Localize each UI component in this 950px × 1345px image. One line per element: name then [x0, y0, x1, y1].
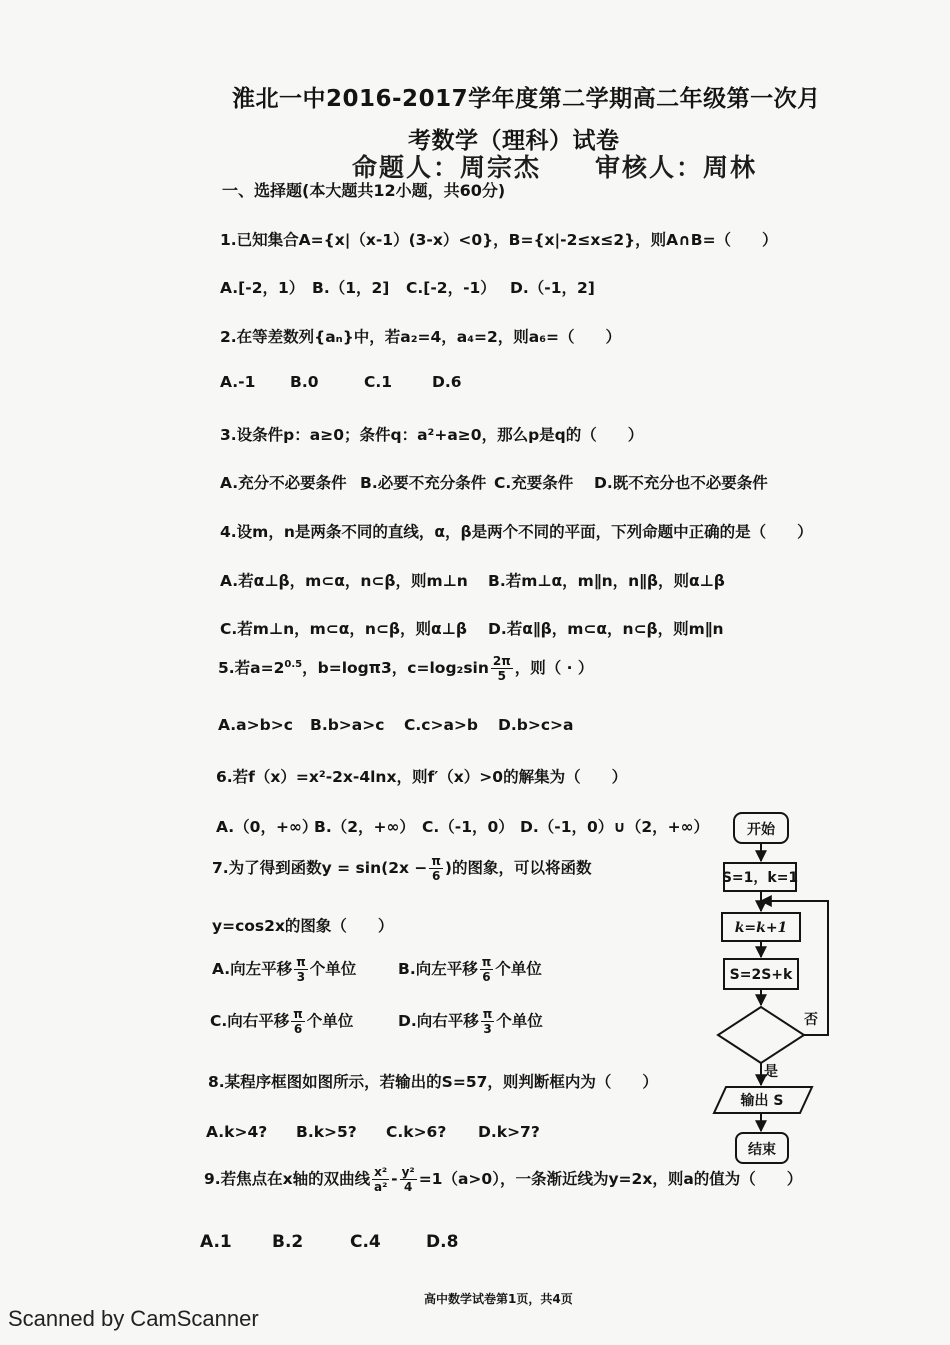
q7-fraction	[429, 855, 443, 882]
question-4: 4.设m，n是两条不同的直线，α，β是两个不同的平面，下列命题中正确的是（ ）	[220, 523, 813, 541]
q7-frac-numerator: π	[431, 854, 441, 868]
q7-prefix: 7.为了得到函数y = sin(2x −	[212, 859, 428, 877]
q7a-num: π	[296, 955, 306, 969]
flow-output-text: 输出 S	[740, 1093, 784, 1109]
q6-option-a: A.（0，+∞）	[216, 818, 318, 836]
q7d-den: 3	[483, 1022, 492, 1036]
q7-suffix: )的图象，可以将函数	[444, 859, 592, 877]
q5-prefix: 5.若a=2	[218, 659, 285, 677]
q7d-num: π	[482, 1007, 493, 1021]
q7a-fraction	[294, 956, 308, 983]
q7a-prefix: A.向左平移	[212, 960, 293, 978]
q5-middle: ，b=logπ3，c=log₂sin	[302, 659, 489, 677]
question-3: 3.设条件p：a≥0；条件q：a²+a≥0，那么p是q的（ ）	[220, 426, 644, 444]
q9-frac1-den: a²	[373, 1180, 388, 1194]
q4-option-c: C.若m⊥n，m⊂α，n⊂β，则α⊥β	[220, 620, 467, 638]
q7d-prefix: D.向右平移	[398, 1012, 479, 1030]
q9-prefix: 9.若焦点在x轴的双曲线	[204, 1170, 371, 1188]
question-2: 2.在等差数列{aₙ}中，若a₂=4，a₄=2，则a₆=（ ）	[220, 328, 622, 346]
q7-option-a	[212, 956, 356, 983]
q7c-fraction	[291, 1008, 305, 1035]
q1-option-c: C.[-2，-1）	[406, 279, 496, 297]
scanner-watermark: Scanned by CamScanner	[8, 1306, 259, 1331]
q9-option-b: B.2	[272, 1232, 304, 1252]
q6-option-c: C.（-1，0）	[422, 818, 514, 836]
q9-minus: -	[391, 1170, 398, 1188]
q5-option-d: D.b>c>a	[498, 716, 574, 734]
q4-option-d: D.若α∥β，m⊂α，n⊂β，则m∥n	[488, 620, 724, 638]
question-1: 1.已知集合A={x|（x-1）(3-x）<0}，B={x|-2≤x≤2}，则A∩B=（ ）	[220, 231, 778, 249]
q7c-prefix: C.向右平移	[210, 1012, 290, 1030]
q8-option-b: B.k>5?	[296, 1123, 357, 1141]
flow-init-text: S=1，k=1	[721, 870, 799, 886]
q9-frac2-num: y²	[401, 1165, 415, 1179]
q9-frac2-den: 4	[403, 1180, 413, 1194]
q6-option-b: B.（2，+∞）	[314, 818, 415, 836]
q7a-suffix: 个单位	[309, 960, 357, 978]
question-6: 6.若f（x）=x²-2x-4lnx，则f′（x）>0的解集为（ ）	[216, 768, 628, 786]
question-8: 8.某程序框图如图所示，若输出的S=57，则判断框内为（ ）	[208, 1073, 658, 1091]
q5-exponent: 0.5	[284, 658, 303, 670]
q3-option-a: A.充分不必要条件	[220, 474, 347, 492]
exam-title-line1: 淮北一中2016-2017学年度第二学期高二年级第一次月	[232, 86, 821, 112]
q7b-fraction	[480, 956, 494, 983]
q3-option-b: B.必要不充分条件	[360, 474, 487, 492]
q4-option-a: A.若α⊥β，m⊂α，n⊂β，则m⊥n	[220, 572, 468, 590]
page-footer: 高中数学试卷第1页，共4页	[424, 1292, 573, 1306]
flow-step1-text: k=k+1	[734, 920, 788, 936]
q5-fraction	[491, 655, 513, 682]
q5-option-a: A.a>b>c	[218, 716, 293, 734]
q1-option-a: A.[-2，1）	[220, 279, 305, 297]
q7b-den: 6	[482, 970, 491, 984]
exam-title-line2: 考数学（理科）试卷	[408, 128, 620, 154]
q4-option-b: B.若m⊥α，m∥n，n∥β，则α⊥β	[488, 572, 725, 590]
question-7-line2: y=cos2x的图象（ ）	[212, 917, 394, 935]
program-flowchart	[700, 805, 850, 1175]
q6-option-d: D.（-1，0）∪（2，+∞）	[520, 818, 710, 836]
q7-frac-denominator: 6	[431, 869, 441, 883]
q8-option-d: D.k>7?	[478, 1123, 540, 1141]
q2-option-b: B.0	[290, 373, 319, 391]
q8-option-a: A.k>4?	[206, 1123, 268, 1141]
q7-option-d	[398, 1008, 543, 1035]
q7d-suffix: 个单位	[496, 1012, 543, 1030]
q1-option-d: D.（-1，2]	[510, 279, 595, 297]
q9-option-d: D.8	[426, 1232, 459, 1252]
q7c-num: π	[293, 1007, 303, 1021]
q7b-suffix: 个单位	[495, 960, 542, 978]
q7d-fraction	[481, 1008, 495, 1035]
q7c-suffix: 个单位	[306, 1012, 354, 1030]
q3-option-d: D.既不充分也不必要条件	[594, 474, 768, 492]
q5-option-b: B.b>a>c	[310, 716, 385, 734]
flow-start-text: 开始	[747, 822, 775, 838]
author-handwriting: 命题人：周宗杰 审核人：周林	[352, 153, 758, 182]
q9-option-a: A.1	[200, 1232, 232, 1252]
q7b-num: π	[481, 955, 492, 969]
q9-option-c: C.4	[350, 1232, 381, 1252]
flow-end-text: 结束	[748, 1142, 776, 1158]
flow-decision-diamond	[718, 1007, 804, 1063]
q7a-den: 3	[296, 970, 306, 984]
q5-suffix: ，则（ · ）	[514, 659, 594, 677]
q5-option-c: C.c>a>b	[404, 716, 478, 734]
q1-option-b: B.（1，2]	[312, 279, 390, 297]
flow-yes-label: 是	[764, 1064, 778, 1080]
q2-option-c: C.1	[364, 373, 393, 391]
q5-frac-numerator: 2π	[492, 654, 511, 668]
q3-option-c: C.充要条件	[494, 474, 574, 492]
question-5	[218, 655, 593, 682]
q5-frac-denominator: 5	[497, 669, 506, 683]
q7c-den: 6	[293, 1022, 303, 1036]
q7-option-b	[398, 956, 542, 983]
q7-option-c	[210, 1008, 353, 1035]
q2-option-a: A.-1	[220, 373, 256, 391]
flow-step2-text: S=2S+k	[729, 967, 793, 983]
q9-suffix: =1（a>0），一条渐近线为y=2x，则a的值为（ ）	[418, 1170, 803, 1188]
q9-fraction-1	[372, 1166, 389, 1193]
q2-option-d: D.6	[432, 373, 462, 391]
q9-fraction-2	[400, 1166, 417, 1193]
q7b-prefix: B.向左平移	[398, 960, 478, 978]
q8-option-c: C.k>6?	[386, 1123, 447, 1141]
flow-no-label: 否	[804, 1012, 818, 1028]
q9-frac1-num: x²	[374, 1165, 388, 1179]
question-7	[212, 855, 591, 882]
section-heading: 一、选择题(本大题共12小题，共60分)	[222, 181, 506, 200]
